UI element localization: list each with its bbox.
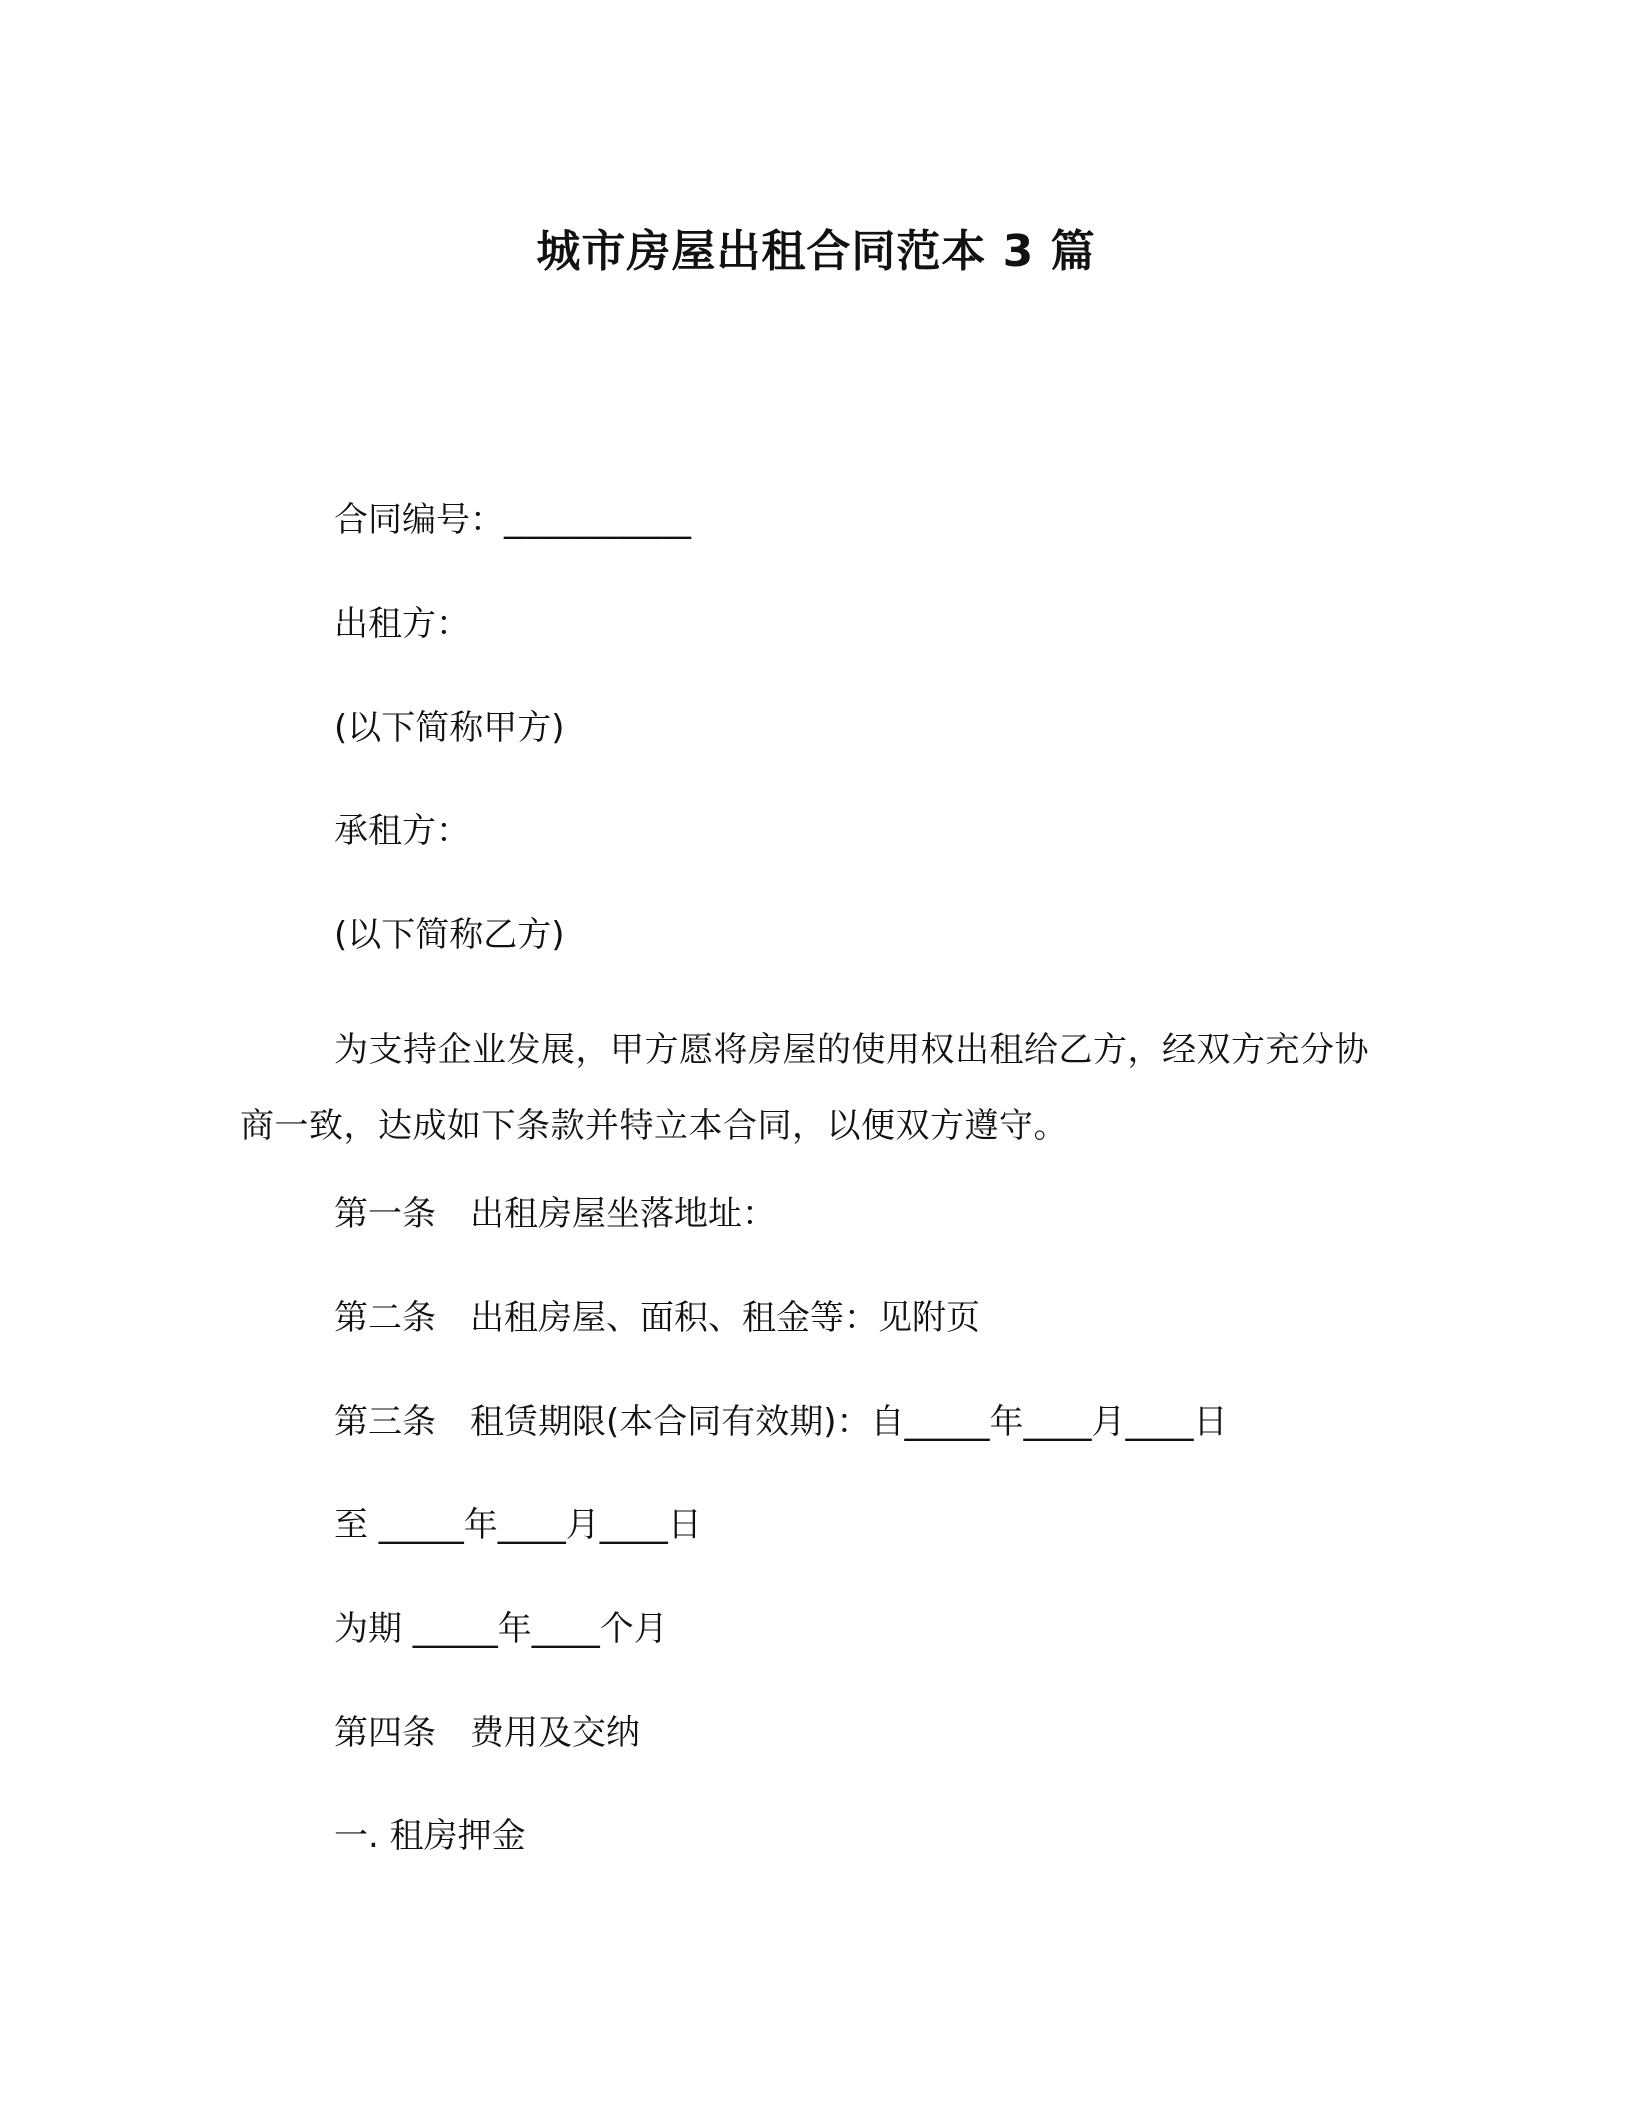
intro-paragraph: 为支持企业发展，甲方愿将房屋的使用权出租给乙方，经双方充分协商一致，达成如下条款并特立本合同，以便双方遵守。 — [240, 1030, 1369, 1146]
lessee-note: (以下简称乙方) — [334, 915, 565, 955]
article-3: 第三条 租赁期限(本合同有效期)：自_____年____月____日 — [334, 1402, 1228, 1442]
article-4-item-1: 一. 租房押金 — [334, 1816, 526, 1856]
document-title: 城市房屋出租合同范本 3 篇 — [536, 226, 1096, 277]
lessor-line: 出租方： — [334, 604, 470, 644]
lessor-note: (以下简称甲方) — [334, 708, 565, 748]
article-1: 第一条 出租房屋坐落地址： — [334, 1194, 776, 1234]
contract-number-line: 合同编号：___________ — [334, 500, 691, 540]
article-3-end-date: 至 _____年____月____日 — [334, 1505, 702, 1545]
lessee-line: 承租方： — [334, 811, 470, 851]
article-2: 第二条 出租房屋、面积、租金等：见附页 — [334, 1298, 980, 1338]
article-3-duration: 为期 _____年____个月 — [334, 1609, 668, 1649]
article-4: 第四条 费用及交纳 — [334, 1713, 640, 1753]
